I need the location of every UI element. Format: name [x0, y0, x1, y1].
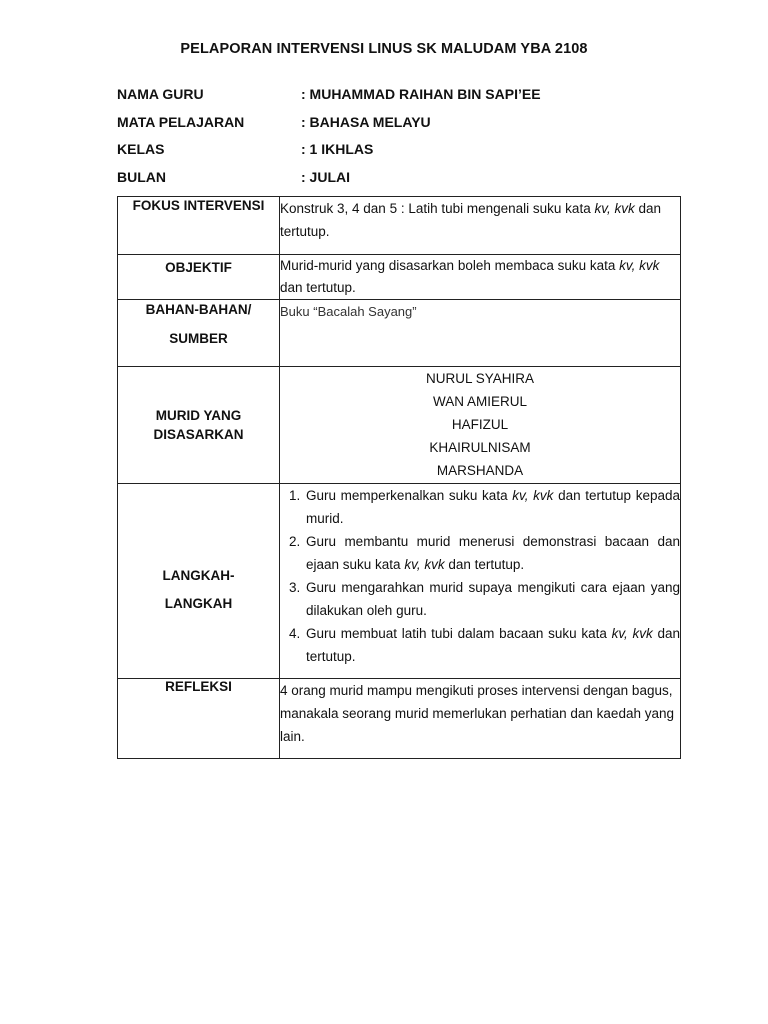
step-italic: kv, kvk	[512, 488, 554, 503]
label-bahan-sumber	[118, 300, 280, 367]
content-italic: kv, kvk	[619, 258, 660, 273]
step-item	[304, 622, 680, 668]
step-item	[304, 484, 680, 530]
step-italic: kv, kvk	[404, 557, 445, 572]
student-name: NURUL SYAHIRA	[425, 371, 535, 386]
step-text: Guru mengarahkan murid supaya mengikuti cara ejaan yang dilakukan oleh guru.	[306, 580, 680, 618]
meta-value: : BAHASA MELAYU	[301, 114, 431, 130]
meta-value: : JULAI	[301, 169, 350, 185]
content-text: Konstruk 3, 4 dan 5 : Latih tubi mengenali suku kata	[280, 201, 595, 216]
label-objektif	[118, 255, 280, 300]
student-name: HAFIZUL	[451, 417, 509, 432]
label-refleksi	[118, 679, 280, 759]
meta-value: : MUHAMMAD RAIHAN BIN SAPI’EE	[301, 86, 541, 102]
label-murid-disasarkan	[118, 367, 280, 484]
label-text: MURID YANG	[155, 408, 242, 423]
content-murid-disasarkan	[280, 367, 681, 484]
content-italic: kv, kvk	[594, 201, 635, 216]
content-langkah-langkah	[280, 484, 681, 679]
step-text: Guru memperkenalkan suku kata	[306, 488, 513, 503]
meta-value: : 1 IKHLAS	[301, 141, 374, 157]
steps-list	[280, 484, 680, 668]
meta-label: MATA PELAJARAN	[117, 114, 245, 130]
row-refleksi	[118, 679, 681, 759]
label-text: LANGKAH-	[162, 567, 235, 583]
content-text: Murid-murid yang disasarkan boleh membaca suku kata	[280, 258, 620, 273]
content-text: dan tertutup.	[280, 201, 661, 239]
row-fokus-intervensi	[118, 197, 681, 255]
student-name: WAN AMIERUL	[432, 394, 527, 409]
student-name: MARSHANDA	[436, 463, 524, 478]
intervention-table	[117, 196, 681, 759]
label-langkah-langkah	[118, 484, 280, 679]
student-name: KHAIRULNISAM	[429, 440, 531, 455]
step-text: dan tertutup.	[444, 557, 525, 572]
step-text: dan tertutup kepada murid.	[306, 488, 680, 526]
label-text: OBJEKTIF	[165, 260, 232, 275]
row-langkah-langkah	[118, 484, 681, 679]
label-text: DISASARKAN	[153, 427, 244, 442]
document-title: PELAPORAN INTERVENSI LINUS SK MALUDAM YBA 2108	[180, 41, 588, 57]
content-fokus-intervensi	[280, 197, 681, 255]
meta-label: BULAN	[117, 169, 166, 185]
label-fokus-intervensi	[118, 197, 280, 255]
row-murid-disasarkan	[118, 367, 681, 484]
label-text: BAHAN-BAHAN/	[145, 302, 252, 317]
row-objektif	[118, 255, 681, 300]
meta-label: NAMA GURU	[117, 86, 204, 102]
label-text: FOKUS INTERVENSI	[132, 198, 265, 213]
row-bahan-sumber	[118, 300, 681, 367]
content-refleksi: 4 orang murid mampu mengikuti proses intervensi dengan bagus, manakala seorang murid memerlukan perhatian dan kaedah yang lain.	[280, 679, 681, 759]
step-text: Guru membuat latih tubi dalam bacaan suku kata	[306, 626, 612, 641]
step-text: Guru membantu murid menerusi demonstrasi bacaan dan ejaan suku kata	[306, 534, 680, 572]
label-text: REFLEKSI	[165, 679, 232, 694]
step-item	[304, 576, 680, 622]
step-item	[304, 530, 680, 576]
label-text: LANGKAH	[164, 595, 233, 611]
content-text: dan tertutup.	[280, 280, 356, 295]
step-text: dan tertutup.	[306, 626, 681, 664]
content-bahan-sumber: Buku “Bacalah Sayang”	[280, 300, 681, 367]
meta-label: KELAS	[117, 141, 165, 157]
label-text: SUMBER	[169, 331, 228, 346]
step-italic: kv, kvk	[611, 626, 653, 641]
content-objektif	[280, 255, 681, 300]
